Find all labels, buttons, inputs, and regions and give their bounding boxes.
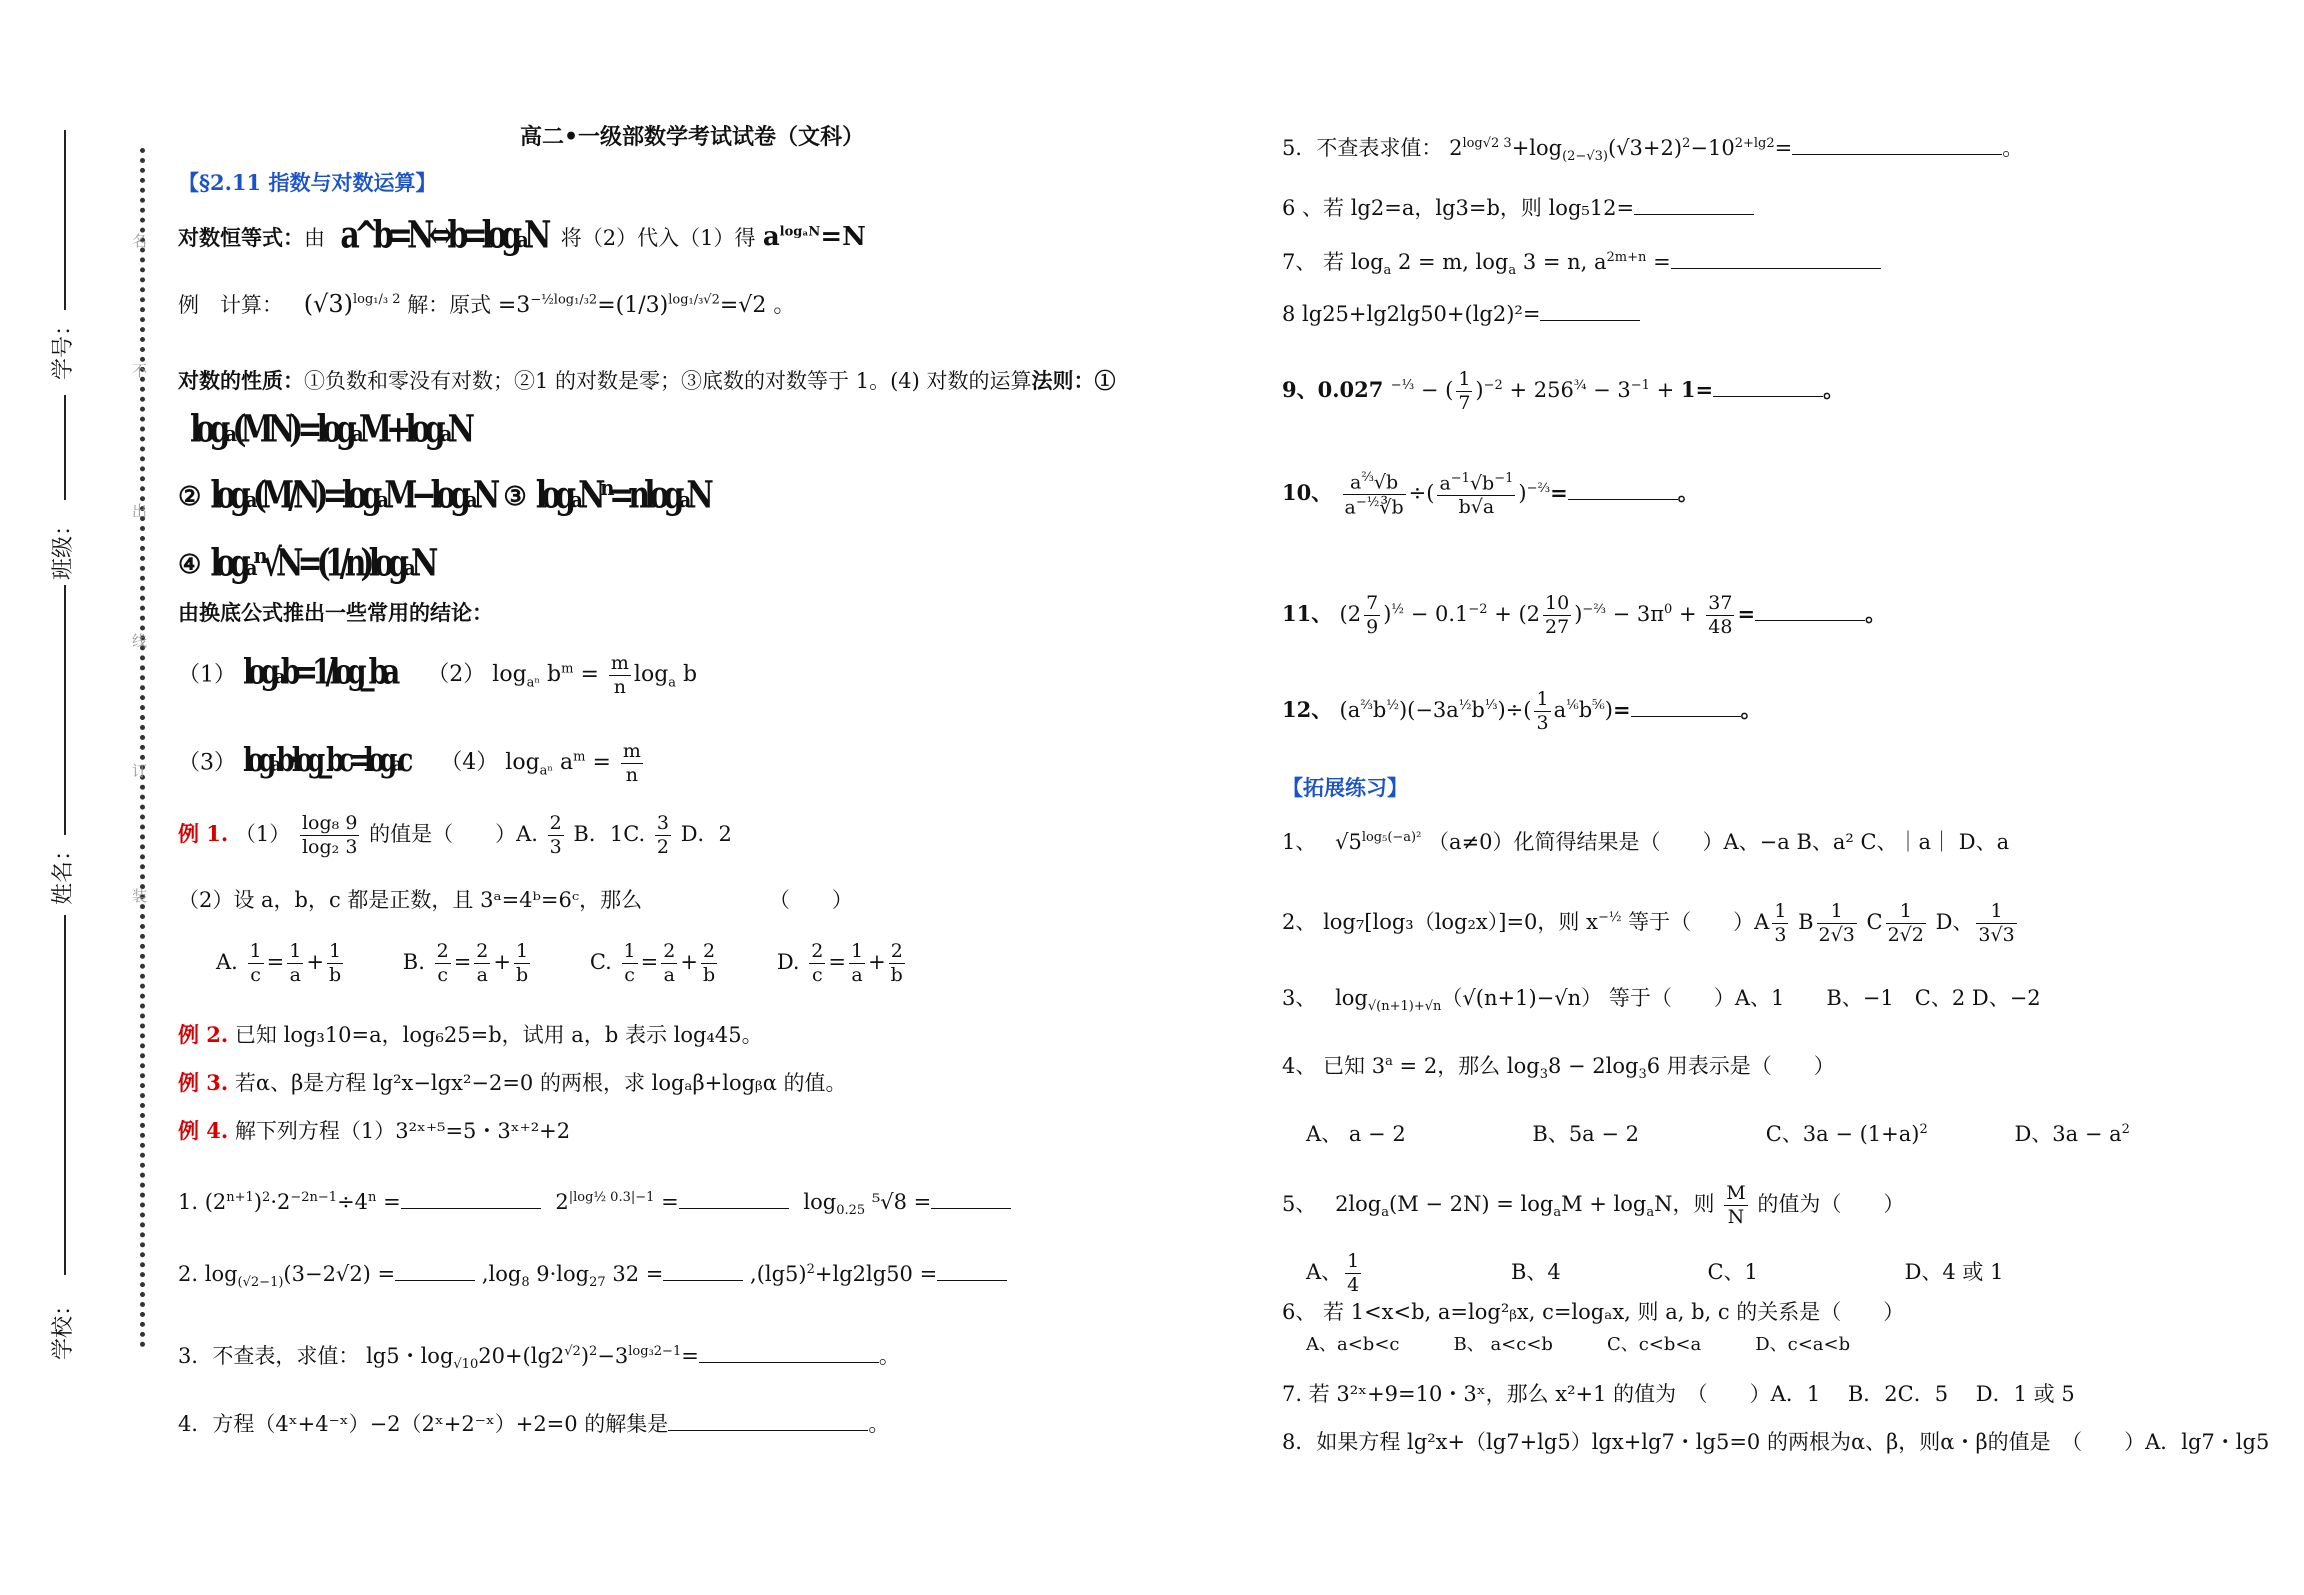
- q2-expr-c: $,(\lg 5)^2+\lg 2\lg 50$ =: [750, 1262, 938, 1286]
- ext-q3-text: 等于（ ）A、1 B、−1 C、2 D、−2: [1608, 986, 2041, 1010]
- q3-end: 。: [878, 1344, 900, 1368]
- ext-q7: 7. 若 3²ˣ+9=10・3ˣ，那么 x²+1 的值为 （ ）A．1 B．2C．5 D．1 或 5: [1282, 1382, 2075, 1406]
- r-q5-label: 5．不查表求值：: [1282, 136, 1443, 160]
- ext-q3-label: 3、: [1282, 986, 1317, 1010]
- example1-options: B．1C.: [573, 821, 646, 846]
- r-q9-label: 9、0.027: [1282, 376, 1384, 402]
- r-question12: [1282, 688, 1762, 735]
- example2-line: [178, 1022, 763, 1048]
- example-line: [178, 290, 795, 319]
- c4-label: （4）: [440, 750, 499, 776]
- rule4-line: [178, 541, 433, 586]
- r-q10-label: 10、: [1282, 480, 1333, 506]
- identity-result: $a^{log_aN}=N$: [762, 222, 866, 252]
- r-question7: [1282, 250, 1881, 279]
- ext-q5: [1282, 1182, 1904, 1229]
- ext-q4-text: ，那么: [1437, 1054, 1501, 1078]
- q1-blank-b[interactable]: [679, 1190, 789, 1209]
- c1-label: （1）: [178, 662, 236, 688]
- option-c-expr: $\frac{1}{c}$ = $\frac{2}{a}$ + $\frac{2}{b}$: [623, 940, 716, 986]
- q4-text: 4．方程（4ˣ+4⁻ˣ）−2（2ˣ+2⁻ˣ）+2=0 的解集是: [178, 1412, 669, 1436]
- r-q9-expr: $^{-\frac{1}{3}}$ − ( $\frac{1}{7}$ )$^{-2} + 256^{\frac{3}{4}} - 3^{-1}$ +: [1390, 368, 1681, 414]
- q1-blank-c[interactable]: [931, 1190, 1011, 1209]
- binding-line: [64, 585, 66, 835]
- seal-char: 名: [132, 232, 148, 250]
- ext-q4-expr2: $\log_38 - 2\log_36$: [1506, 1054, 1661, 1083]
- example4-label: 例 4.: [178, 1118, 229, 1143]
- school-label: 学校：: [51, 1293, 76, 1360]
- example-expression: $(√3)^{log_1/_3 2}$: [303, 290, 401, 318]
- seal-char: 线: [132, 632, 148, 650]
- r-q11-eq: =: [1737, 600, 1756, 626]
- ext-q2-tail: 等于（ ）A: [1628, 909, 1770, 934]
- ext-q4-tail: 用表示是（ ）: [1666, 1054, 1835, 1078]
- rule1-formula-text: logₐ(MN)=logₐM+logₐN: [190, 407, 469, 452]
- example4-text: 解下列方程（1）3²ˣ⁺⁵=5・3ˣ⁺²+2: [234, 1119, 571, 1143]
- r-q10-eq: =: [1550, 480, 1568, 506]
- r-q10-blank[interactable]: [1568, 481, 1678, 500]
- ext-q5-text: ，则: [1672, 1191, 1715, 1216]
- identity-label: 对数恒等式：: [178, 225, 304, 250]
- c3-label: （3）: [178, 750, 236, 776]
- ext-q2: [1282, 900, 2020, 947]
- ext-q2-opt-d: $\frac{1}{3√3}$: [1978, 900, 2015, 946]
- ext-q4-d: D、: [2014, 1122, 2053, 1146]
- ext-q6: 6、 若 1<x<b, a=log²ᵦx, c=logₐx, 则 a, b, c 的关系是（ ）: [1282, 1300, 1905, 1324]
- ext-q4-label: 4、 已知: [1282, 1054, 1366, 1078]
- ext-q5-frac: $\frac{M}{N}$: [1726, 1182, 1746, 1228]
- r-q8-text: 8 lg25+lg2lg50+(lg2)²=: [1282, 302, 1541, 326]
- option-a-expr: $\frac{1}{c}$ = $\frac{1}{a}$ + $\frac{1}{b}$: [249, 940, 342, 986]
- question4-line: [178, 1412, 889, 1437]
- example1-line: [178, 812, 732, 859]
- ext-q5-c: C、1: [1707, 1259, 1758, 1284]
- identity-tail: 将（2）代入（1）得: [560, 226, 756, 250]
- ext-q3-expr: $\log_{√(n+1)+√n}(√(n+1)-√n)$: [1335, 986, 1603, 1015]
- ext-q4-c: C、: [1765, 1122, 1803, 1146]
- class-label: 班级：: [51, 513, 76, 580]
- c1-formula: logₐb=1/log_ba: [243, 651, 395, 693]
- section-heading: 【§2.11 指数与对数运算】: [178, 170, 437, 195]
- r-q7-blank[interactable]: [1671, 250, 1881, 269]
- r-q11-end: 。: [1865, 600, 1887, 626]
- example-label: 例 计算：: [178, 293, 283, 317]
- r-q8-blank[interactable]: [1540, 302, 1640, 321]
- question2-line: [178, 1262, 1007, 1291]
- conclusion-line-2: [178, 740, 646, 787]
- ext-q5-b: B、4: [1510, 1259, 1561, 1284]
- ext-q2-c: C: [1866, 909, 1883, 934]
- example3-label: 例 3.: [178, 1070, 229, 1095]
- ext-q8: 8．如果方程 lg²x+（lg7+lg5）lgx+lg7・lg5=0 的两根为α、β，则α・β的值是 （ ）A．lg7・lg5: [1282, 1430, 2270, 1454]
- ext-q2-d: D、: [1935, 909, 1974, 934]
- r-q12-blank[interactable]: [1631, 698, 1741, 717]
- rule4-label: ④: [178, 550, 202, 580]
- q3-expr: $_{√10}20+(\lg 2^{√2})^2-3^{log_32-1}$: [453, 1344, 682, 1373]
- r-q9-blank[interactable]: [1713, 378, 1823, 397]
- ext-q4-d-expr: $3a - a^2$: [2052, 1122, 2130, 1146]
- option-fraction: $\frac{2}{3}$: [549, 812, 562, 858]
- q2-blank-a[interactable]: [395, 1262, 475, 1281]
- seal-char: 装: [132, 887, 148, 905]
- ext-q4-b: B、: [1532, 1122, 1569, 1146]
- conclusion-line-1: [178, 652, 697, 699]
- ext-q5-label: 5、: [1282, 1191, 1317, 1216]
- ext-q2-opt-a: $\frac{1}{3}$: [1774, 900, 1787, 946]
- properties-label: 对数的性质：: [178, 368, 304, 393]
- option-b: B.: [402, 949, 425, 974]
- example3-line: [178, 1070, 847, 1096]
- page-title: 高二•一级部数学考试试卷（文科）: [520, 124, 865, 150]
- option-fraction: $\frac{3}{2}$: [656, 812, 669, 858]
- r-q10-end: 。: [1677, 480, 1699, 506]
- ext-q2-label: 2、: [1282, 909, 1317, 934]
- question3-line: [178, 1344, 900, 1373]
- ext-q6-options: A、a<b<c B、 a<c<b C、c<b<a D、c<a<b: [1306, 1334, 1851, 1355]
- r-q11-expr: (2 $\frac{7}{9}$ )$^{\frac{1}{2}} - 0.1^{-2} + (2$ $\frac{10}{27}$ )$^{-\frac{2}{3}} - 3\pi^0$ + $\frac{37}{48}$: [1339, 592, 1733, 638]
- r-q5-eq: =: [1774, 136, 1793, 160]
- rule3-formula: logₐNⁿ=nlogₐN: [535, 473, 708, 518]
- option-a: A.: [216, 949, 238, 974]
- r-question6: [1282, 196, 1754, 221]
- c2-label: （2）: [427, 662, 486, 688]
- ext-q5-a-frac: $\frac{1}{4}$: [1347, 1250, 1360, 1296]
- q1-label: 1.: [178, 1190, 199, 1214]
- identity-line: [178, 213, 866, 258]
- example3-text: 若α、β是方程 lg²x−lgx²−2=0 的两根，求 logₐβ+logᵦα 的值。: [234, 1071, 847, 1095]
- r-q6-text: 6 、若 lg2=a，lg3=b，则 log₅12=: [1282, 196, 1635, 220]
- q2-blank-b[interactable]: [663, 1262, 743, 1281]
- q3-expr-prefix: lg5・log: [366, 1344, 454, 1368]
- seal-char: 出: [132, 502, 148, 520]
- answer-paren: （ ）: [768, 888, 853, 912]
- extension-heading: 【拓展练习】: [1282, 775, 1408, 800]
- ext-q1: [1282, 830, 2009, 855]
- example2-text: 已知 log₃10=a，log₆25=b，试用 a，b 表示 log₄45。: [234, 1023, 763, 1047]
- example1-option-d: D．2: [680, 821, 732, 846]
- rule4-formula: logₐⁿ√N=(1/n)logₐN: [210, 541, 433, 586]
- q4-blank[interactable]: [668, 1412, 868, 1431]
- r-q9-end: 。: [1823, 376, 1845, 402]
- student-id-label: 学号：: [51, 313, 76, 380]
- q3-label: 3．不查表，求值：: [178, 1344, 360, 1368]
- ext-q3: [1282, 986, 2041, 1015]
- r-q5-end: 。: [2002, 136, 2024, 160]
- r-question9: [1282, 368, 1844, 415]
- r-q11-label: 11、: [1282, 600, 1333, 626]
- name-label: 姓名：: [51, 838, 76, 905]
- r-question5: [1282, 136, 2023, 165]
- r-q12-expr: $(a^{\frac{2}{3}}b^{\frac{1}{2}})(-3a^{\frac{1}{2}}b^{\frac{1}{3}})\div$( $\frac{1}{3}$ $a^{\frac{1}{6}}b^{\frac{5}{6}}$): [1339, 688, 1613, 734]
- identity-formula: a^b=N⇔b=logₐN: [340, 213, 546, 258]
- q1-expr-c: $\log_{0.25} ^5√8$ =: [803, 1190, 932, 1219]
- binding-line: [64, 130, 66, 310]
- ext-q5-options: [1306, 1250, 2003, 1297]
- identity-text: 由: [304, 226, 325, 250]
- q3-blank[interactable]: [699, 1344, 879, 1363]
- example4-line: [178, 1118, 570, 1144]
- r-q7-expr: $\log_a 2 = m$, $\log_a 3 = n$, $a^{2m+n}$ =: [1350, 250, 1671, 279]
- c4-formula: $\log_{a^n} a^m$ = $\frac{m}{n}$: [505, 740, 641, 786]
- ext-q1-expr: $√5^{log_5(-a)^2}$: [1335, 830, 1422, 854]
- r-q10-expr: $\frac{a^{\frac{2}{3}}√b}{a^{-\frac{1}{2}}∛b}$ ÷( $\frac{a^{-1}√b^{-1}}{b√a}$ )$^{-\frac{2}{3}}$: [1344, 470, 1551, 519]
- q4-end: 。: [868, 1412, 890, 1436]
- ext-q5-tail: 的值为（ ）: [1757, 1191, 1905, 1216]
- q2-label: 2.: [178, 1262, 199, 1286]
- properties-line: [178, 368, 1116, 394]
- q2-expr-a: $\log_{(√2-1)}(3-2√2)$ =: [204, 1262, 396, 1291]
- ext-q5-a: A、: [1306, 1259, 1343, 1284]
- ext-q2-b: B: [1798, 909, 1814, 934]
- seal-char: 订: [132, 762, 148, 780]
- r-q12-eq: =: [1612, 696, 1631, 722]
- r-question11: [1282, 592, 1886, 639]
- ext-q4-b-expr: 5a − 2: [1568, 1122, 1640, 1146]
- change-base-line: 由换底公式推出一些常用的结论：: [178, 600, 493, 625]
- ext-q4-expr: $3^a = 2$: [1371, 1054, 1438, 1078]
- rules-label: 法则：①: [1031, 368, 1116, 393]
- ext-q5-d: D、4 或 1: [1904, 1259, 2004, 1284]
- ext-q4-a-expr: a − 2: [1342, 1122, 1406, 1146]
- ext-q4-options: [1306, 1122, 2130, 1147]
- c2-formula: $\log_{a^n} b^m$ = $\frac{m}{n}$ $\log_a b$: [492, 652, 698, 698]
- q3-eq: =: [681, 1344, 699, 1368]
- q1-expr-a: $(2^{n+1})^2\cdot 2^{-2n-1}\div 4^n$ =: [204, 1190, 401, 1214]
- q2-blank-c[interactable]: [937, 1262, 1007, 1281]
- ext-q1-text: （a≠0）化简得结果是（ ）A、−a B、a² C、｜a｜ D、a: [1428, 830, 2010, 854]
- ext-q2-opt-c: $\frac{1}{2√2}$: [1887, 900, 1924, 946]
- rule1-formula: [190, 407, 469, 452]
- option-d-expr: $\frac{2}{c}$ = $\frac{1}{a}$ + $\frac{2}{b}$: [811, 940, 903, 986]
- r-q5-blank[interactable]: [1792, 136, 2002, 155]
- option-c: C.: [589, 949, 612, 974]
- rule3-label: ③: [503, 482, 527, 512]
- option-b-expr: $\frac{2}{c}$ = $\frac{2}{a}$ + $\frac{1}{b}$: [436, 940, 529, 986]
- seal-char: 不: [132, 362, 148, 380]
- ext-q2-text: log₇[log₃（log₂x）]=0，则: [1323, 909, 1580, 934]
- ext-q5-expr: $2\log_a(M - 2N) = \log_aM + \log_aN$: [1335, 1191, 1673, 1220]
- r-q6-blank[interactable]: [1634, 196, 1754, 215]
- properties-text: ①负数和零没有对数；②1 的对数是零；③底数的对数等于 1。(4) 对数的运算: [304, 369, 1032, 393]
- q1-expr-b: $2^{|log\frac{1}{2} 0.3|-1}$ =: [555, 1190, 679, 1214]
- example1-label: 例 1.: [178, 820, 229, 846]
- ext-q4-c-expr: $3a - (1+a)^2$: [1802, 1122, 1928, 1146]
- ext-q2-expr: $x^{-\frac{1}{2}}$: [1586, 909, 1622, 934]
- r-q12-end: 。: [1740, 696, 1762, 722]
- example1-part2: [178, 888, 853, 913]
- binding-line: [64, 395, 66, 500]
- seal-dotted-line: [140, 148, 145, 1348]
- example1-options-row: [216, 940, 908, 987]
- ext-q4: [1282, 1054, 1835, 1083]
- ext-q2-opt-b: $\frac{1}{2√3}$: [1818, 900, 1855, 946]
- example-solution-label: 解：原式: [407, 293, 492, 317]
- r-question8: [1282, 302, 1640, 327]
- r-q7-label: 7、 若: [1282, 250, 1345, 274]
- r-q9-eq: 1=: [1680, 376, 1714, 402]
- r-q11-blank[interactable]: [1755, 602, 1865, 621]
- r-q12-label: 12、: [1282, 696, 1333, 722]
- example1-tail: 的值是（ ）A.: [369, 821, 538, 846]
- example-solution: $=3^{-\frac{1}{2}log_1/_32}=(1/3)^{log_1/_3√2}=√2$ 。: [497, 292, 796, 318]
- q1-blank-a[interactable]: [401, 1190, 541, 1209]
- r-q5-expr: $2^{log√2 3}+\log_{(2-√3)}(√3+2)^2-10^{2+lg2}$: [1449, 136, 1775, 165]
- rule2-formula: logₐ(M/N)=logₐM−logₐN: [210, 473, 495, 518]
- q2-expr-b: $,\log_8$ $9\cdot\log_{27}$ 32 =: [481, 1262, 664, 1291]
- question1-line: [178, 1190, 1011, 1219]
- option-d: D.: [776, 949, 800, 974]
- rule2-line: [178, 473, 708, 518]
- example1-fraction: $\frac{\text{log₈ 9}}{\text{log₂ 3}}$: [301, 812, 358, 858]
- r-question10: [1282, 470, 1699, 519]
- rule2-label: ②: [178, 482, 202, 512]
- example1-part2-text: （2）设 a，b，c 都是正数，且 3ᵃ=4ᵇ=6ᶜ，那么: [178, 888, 643, 912]
- binding-line: [64, 915, 66, 1275]
- example1-text: （1）: [234, 821, 291, 846]
- c3-formula: logₐb·log_bc=logₐc: [243, 742, 408, 780]
- ext-q4-a: A、: [1306, 1122, 1343, 1146]
- example2-label: 例 2.: [178, 1022, 229, 1047]
- ext-q1-label: 1、: [1282, 830, 1317, 854]
